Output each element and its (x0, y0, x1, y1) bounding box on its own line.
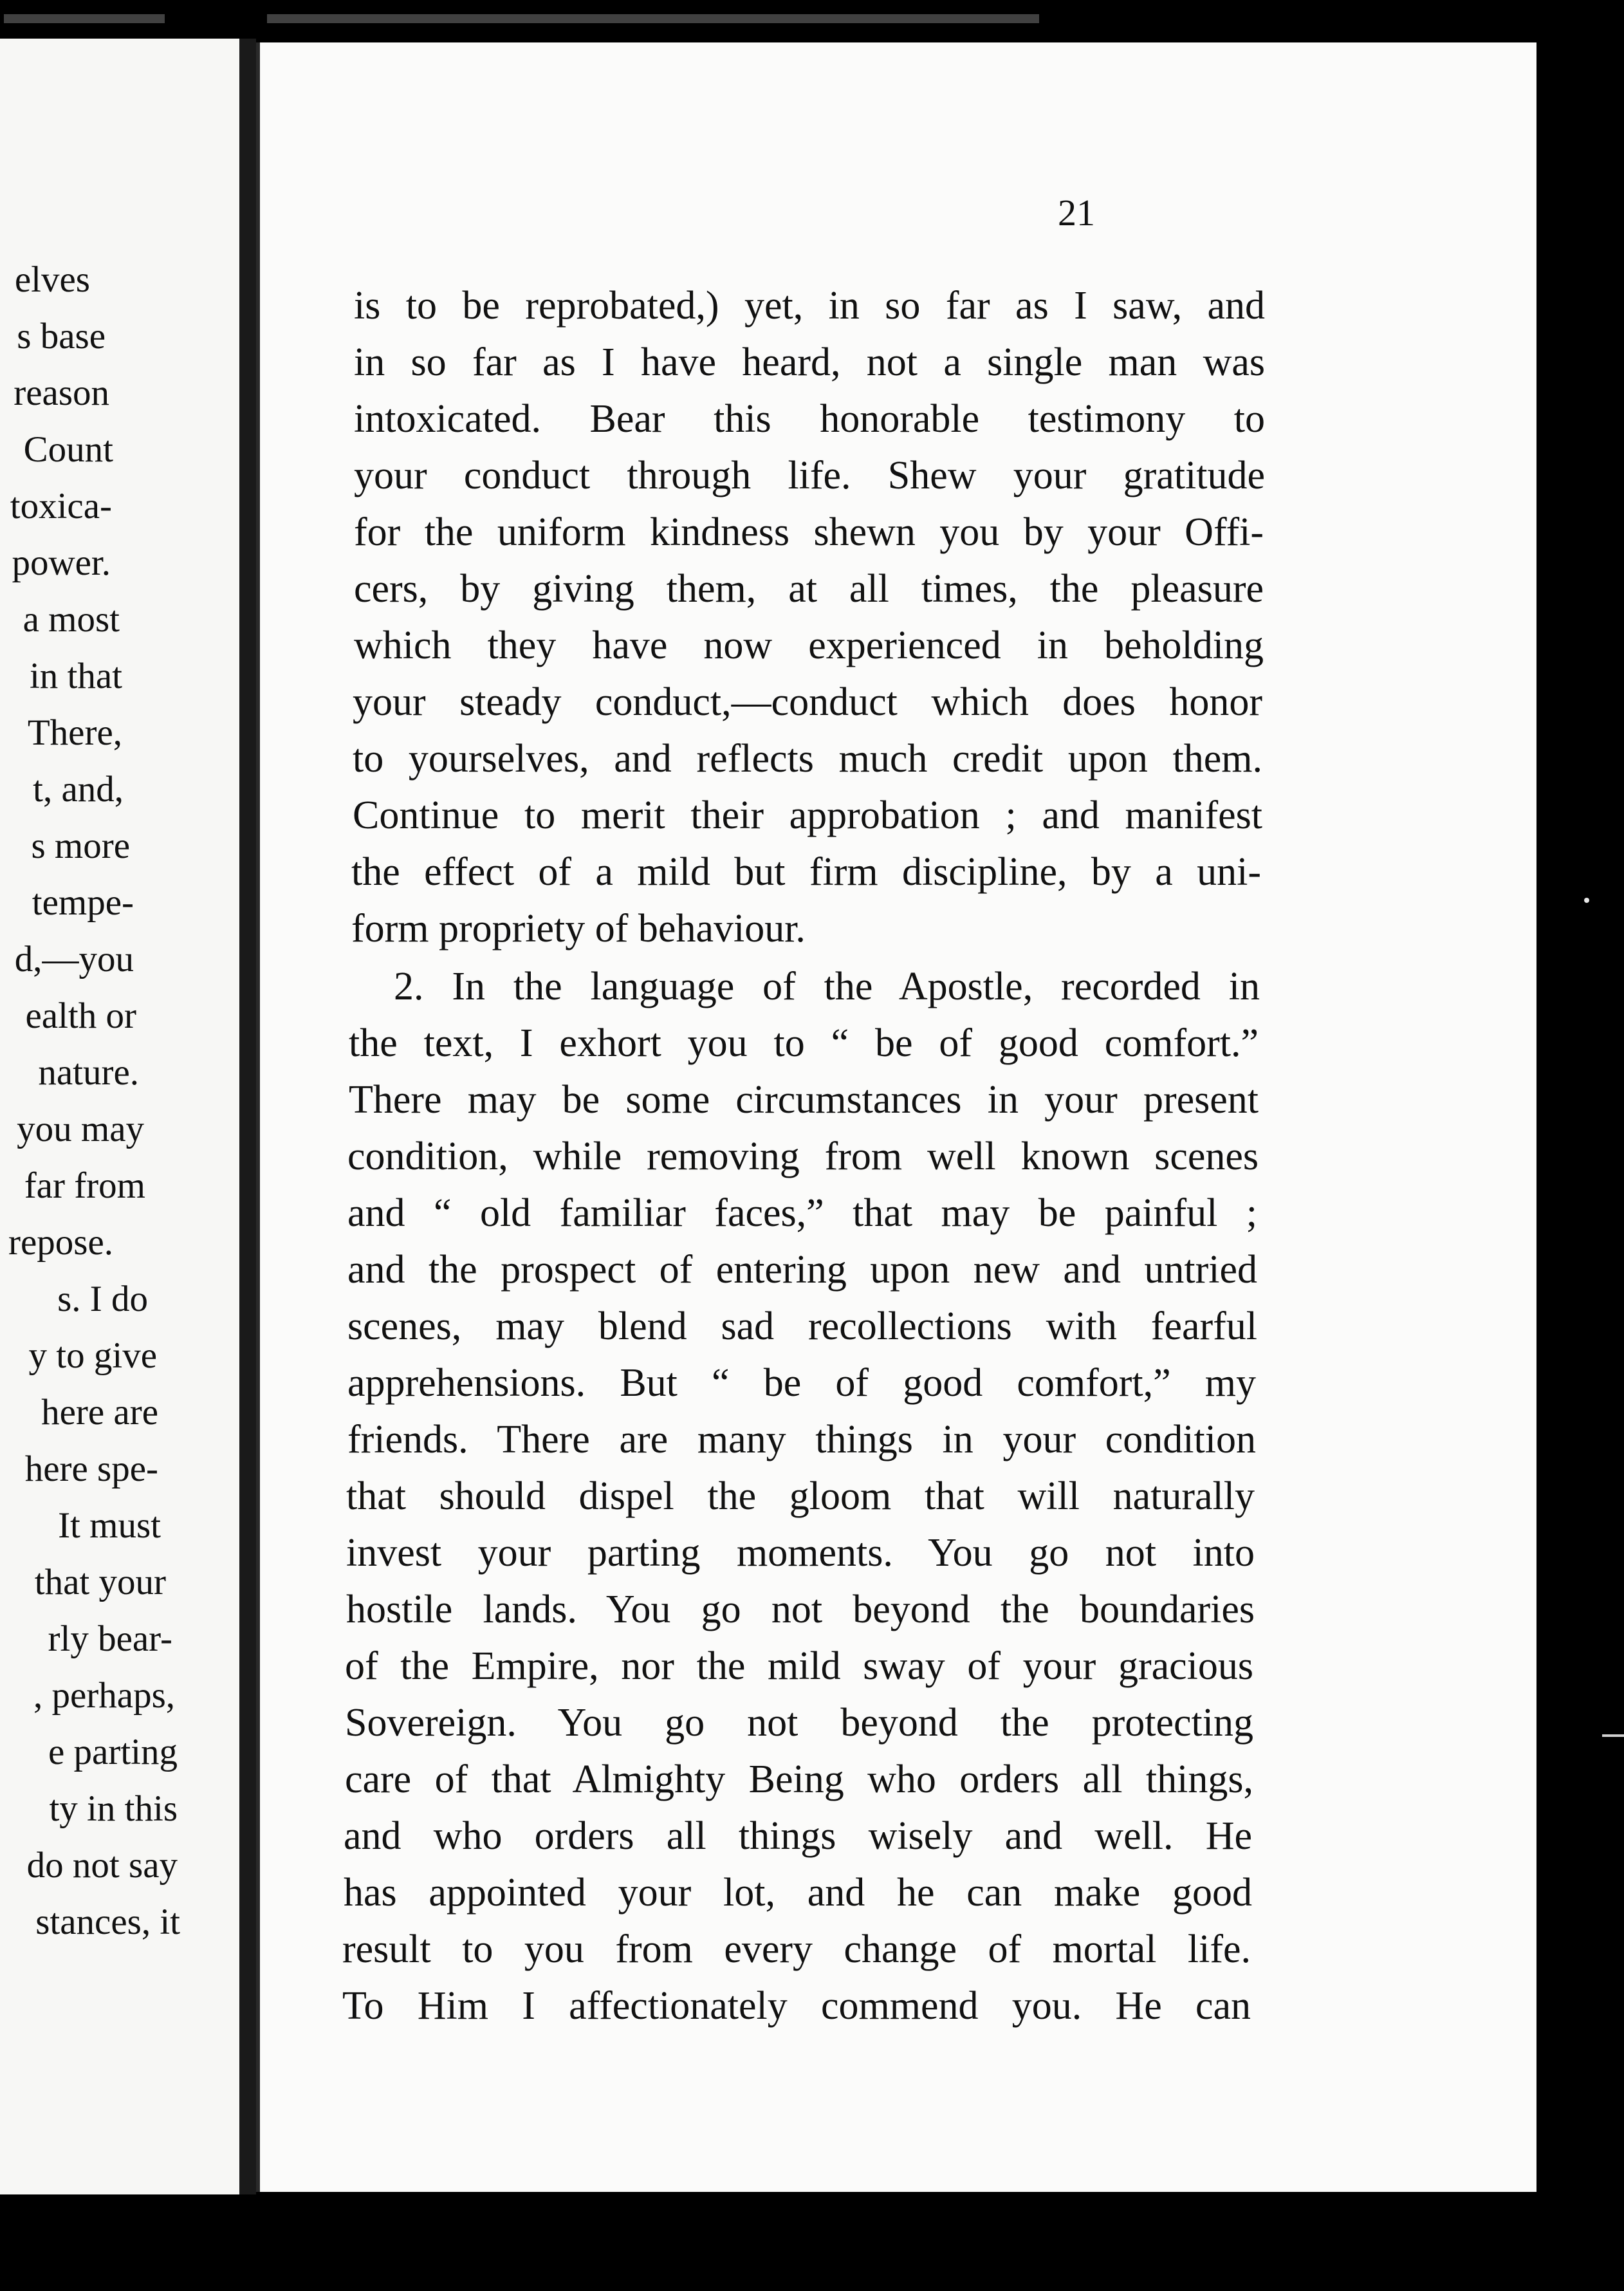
scan-speck (1584, 898, 1589, 903)
body-text-line: invest your parting moments. You go not into (346, 1531, 1255, 1575)
body-text-line: in so far as I have heard, not a single man was (354, 340, 1265, 384)
left-page-line: , perhaps, (33, 1675, 175, 1716)
body-text-line: scenes, may blend sad recollections with fearful (347, 1304, 1257, 1348)
scan-edge-tick (1602, 1734, 1624, 1737)
body-text-line: form propriety of behaviour. (351, 907, 806, 951)
body-text-line: your steady conduct,—conduct which does honor (353, 680, 1262, 724)
left-page-line: reason (14, 373, 109, 413)
left-page-line: repose. (8, 1222, 113, 1263)
left-page-line: d,—you (14, 939, 134, 979)
left-page-line: s. I do (57, 1279, 148, 1319)
body-text-line: apprehensions. But “ be of good comfort,” my (347, 1361, 1256, 1405)
left-page-line: toxica- (10, 486, 112, 526)
left-page-line: here spe- (24, 1449, 158, 1489)
body-text-line: to yourselves, and reflects much credit upon them. (353, 737, 1262, 781)
scan-edge-mark (267, 14, 1039, 23)
body-text-line: that should dispel the gloom that will naturally (346, 1474, 1255, 1518)
page-number: 21 (1058, 192, 1095, 234)
left-page-line: elves (14, 259, 90, 300)
left-page-line: nature. (38, 1052, 139, 1093)
left-page-line: e parting (48, 1732, 178, 1772)
left-page-line: a most (23, 599, 120, 640)
body-text-line: There may be some circumstances in your present (349, 1078, 1259, 1122)
left-page-line: here are (41, 1392, 158, 1433)
left-page-line: ty in this (49, 1788, 178, 1829)
left-page-fragment (0, 39, 239, 2194)
left-page-line: There, (27, 712, 122, 753)
body-text-line: To Him I affectionately commend you. He can (342, 1984, 1251, 2028)
left-page-line: Count (23, 429, 113, 470)
body-text-line: for the uniform kindness shewn you by your Offi- (354, 510, 1264, 554)
body-text-line: cers, by giving them, at all times, the pleasure (354, 567, 1264, 611)
body-text-line: has appointed your lot, and he can make good (344, 1871, 1252, 1915)
left-page-line: do not say (26, 1845, 178, 1886)
book-gutter (239, 39, 256, 2194)
body-text-line: friends. There are many things in your condition (347, 1418, 1256, 1461)
left-page-line: you may (17, 1109, 144, 1149)
body-text-line: of the Empire, nor the mild sway of your gracious (345, 1644, 1253, 1688)
left-page-line: s base (17, 316, 106, 357)
body-text-line: and the prospect of entering upon new and untried (347, 1248, 1257, 1292)
body-text-line: your conduct through life. Shew your gratitude (354, 454, 1265, 497)
left-page-line: rly bear- (48, 1619, 172, 1659)
body-text-line: Sovereign. You go not beyond the protecting (345, 1701, 1253, 1745)
left-page-line: that your (34, 1562, 166, 1602)
body-text-line: is to be reprobated,) yet, in so far as I saw, and (354, 284, 1265, 328)
body-text-line: and who orders all things wisely and well. He (344, 1814, 1252, 1858)
body-text-line: Continue to merit their approbation ; and manifest (353, 793, 1262, 837)
left-page-line: tempe- (32, 882, 134, 923)
left-page-line: s more (31, 826, 130, 866)
body-text-line: the text, I exhort you to “ be of good comfort.” (349, 1021, 1259, 1065)
body-text-line: and “ old familiar faces,” that may be painful ; (347, 1191, 1257, 1235)
body-text-line: hostile lands. You go not beyond the boundaries (346, 1588, 1255, 1631)
body-text-line: which they have now experienced in beholding (354, 624, 1264, 667)
left-page-line: It must (58, 1505, 161, 1546)
left-page-line: stances, it (35, 1902, 180, 1942)
left-page-line: power. (12, 543, 111, 583)
body-text-line: 2. In the language of the Apostle, recorded in (394, 965, 1260, 1008)
left-page-line: t, and, (33, 769, 124, 810)
body-text-line: the effect of a mild but firm discipline, by a uni- (351, 850, 1261, 894)
body-text-line: intoxicated. Bear this honorable testimony to (354, 397, 1265, 441)
left-page-line: y to give (28, 1335, 157, 1376)
left-page-line: ealth or (25, 996, 136, 1036)
left-page-line: far from (24, 1165, 145, 1206)
scan-edge-mark (4, 14, 165, 23)
body-text-line: condition, while removing from well known scenes (347, 1135, 1259, 1178)
body-text-line: care of that Almighty Being who orders all things, (345, 1758, 1253, 1801)
right-page (256, 42, 1536, 2192)
left-page-line: in that (29, 656, 122, 696)
body-text-line: result to you from every change of mortal life. (342, 1927, 1251, 1971)
